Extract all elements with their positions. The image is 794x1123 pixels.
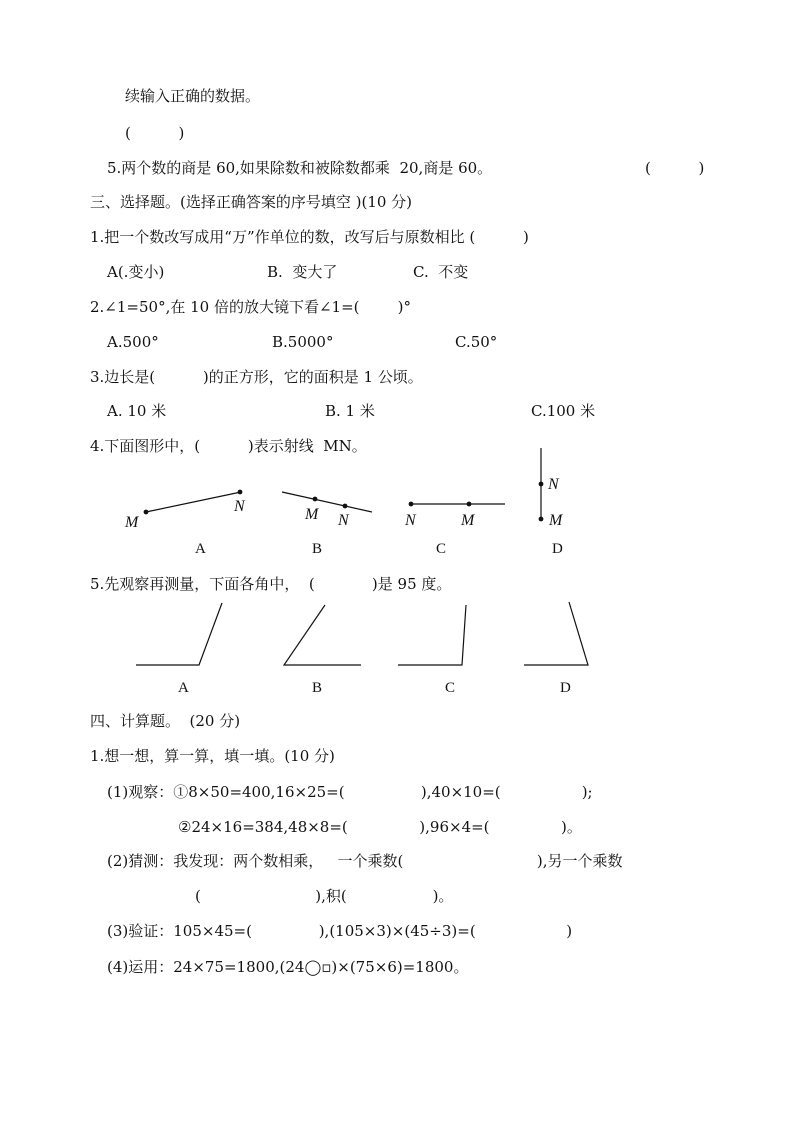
label-m: M [305,506,319,523]
guess-line-2: ( ),积( )。 [195,887,454,905]
choice-question-1: 1.把一个数改写成用“万”作单位的数，改写后与原数相比 ( ) [90,228,529,246]
angle-lines [398,605,466,665]
point-m [467,502,472,507]
figure-label-c: C [436,541,447,557]
option-b: B. 1 米 [325,402,375,420]
figure-a [124,490,246,531]
angle-d [524,602,588,665]
guess-line-1: (2)猜测：我发现：两个数相乘， 一个乘数( ),另一个乘数 [107,852,623,870]
label-m: M [461,512,475,529]
label-m: M [125,514,139,531]
judge-question-5: 5.两个数的商是 60,如果除数和被除数都乘 20,商是 60。 [107,159,493,177]
option-a: A. 10 米 [107,402,167,420]
angle-lines [284,605,361,665]
option-b: B. 变大了 [267,263,338,281]
point-n [539,482,544,487]
observe-line-2: ②24×16=384,48×8=( ),96×4=( )。 [178,818,582,836]
label-n: N [548,476,559,493]
choice-question-2: 2.∠1=50°,在 10 倍的放大镜下看∠1=( )° [90,298,411,316]
point-n [238,490,243,495]
figure-label-a: A [195,541,206,557]
option-c: C.50° [455,333,498,351]
observe-line-1: (1)观察：①8×50=400,16×25=( ),40×10=( ); [107,783,593,801]
option-a: A.500° [107,333,159,351]
point-n [343,504,348,509]
point-m [313,497,318,502]
calc-question-1: 1.想一想，算一算，填一填。(10 分) [90,747,335,765]
label-n: N [405,512,416,529]
label-m: M [549,512,563,529]
section-heading: 三、选择题。(选择正确答案的序号填空 )(10 分) [90,193,413,211]
angle-lines [136,603,222,665]
figure-label-d: D [560,680,571,696]
label-n: N [338,512,349,529]
figure-d [539,448,564,529]
figure-b [282,492,372,529]
option-b: B.5000° [272,333,334,351]
option-c: C. 不变 [413,263,469,281]
angle-b [284,605,361,665]
verify-line: (3)验证：105×45=( ),(105×3)×(45÷3)=( ) [107,922,573,940]
figure-label-c: C [445,680,456,696]
section-heading: 四、计算题。 (20 分) [90,712,241,730]
figure-label-b: B [312,680,323,696]
answer-paren: ( ) [125,124,185,142]
choice-question-4: 4.下面图形中，( )表示射线 MN。 [90,437,367,455]
angle-c [398,605,466,665]
ray-line [146,492,241,512]
angle-lines [524,602,588,665]
figure-label-d: D [552,541,563,557]
figure-c [404,502,505,529]
label-n: N [234,498,245,515]
ray-line [282,492,372,512]
apply-line: (4)运用：24×75=1800,(24◯▫)×(75×6)=1800。 [107,958,469,976]
question-continuation: 续输入正确的数据。 [125,87,261,105]
figure-label-a: A [178,680,189,696]
figure-label-b: B [312,541,323,557]
choice-question-3: 3.边长是( )的正方形，它的面积是 1 公顷。 [90,368,423,386]
option-c: C.100 米 [531,402,596,420]
point-n [409,502,414,507]
answer-paren: ( ) [645,159,705,177]
option-a: A(.变小) [107,263,165,281]
point-m [144,510,149,515]
point-m [539,517,544,522]
choice-question-5: 5.先观察再测量，下面各角中， ( )是 95 度。 [90,575,452,593]
angle-a [136,603,222,665]
